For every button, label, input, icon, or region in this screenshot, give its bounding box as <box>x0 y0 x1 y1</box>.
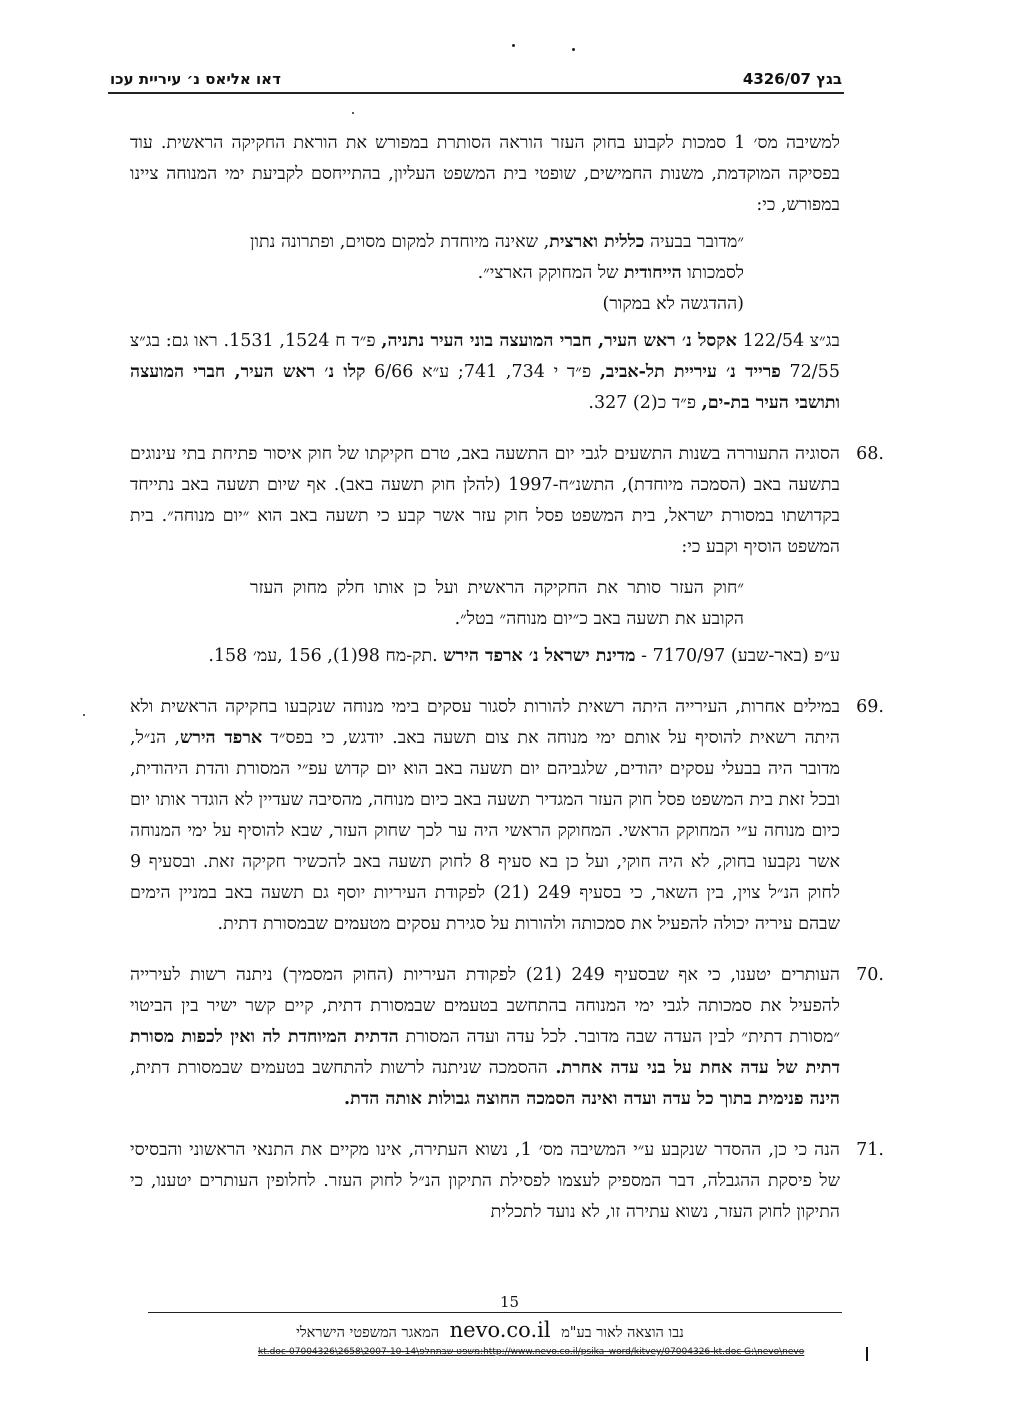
paragraph-text: הסוגיה התעוררה בשנות התשעים לגבי יום התשעה באב, טרם חקיקתו של חוק איסור פתיחת בתי עינוגים בתשעה באב (הסמכה מיוחדת), התשנ״ח-1997 (להלן חוק תשעה באב). אף שיום תשעה באב נתייחד בקדושתו במסורת ישראל, בית המשפט פסל חוק עזר אשר קבע כי תשעה באב הוא ״יום מנוחה״. בית המשפט הוסיף וקבע כי: <box>130 444 840 557</box>
case-number: בגץ 4326/07 <box>742 70 842 88</box>
citation1-case-name-2: פרייד נ׳ עיריית תל-אביב, <box>599 362 781 382</box>
quote-block-2 <box>250 573 744 635</box>
quote1-text-c: של המחוקק הארצי״. <box>477 263 624 283</box>
paragraph-70 <box>130 960 884 1115</box>
paragraph70-bold-a: הדתית המיוחדת לה ואין לכפות מסורת דתית של עדה אחת על בני עדה אחרת. <box>130 1027 840 1078</box>
quote-block-1 <box>250 227 744 320</box>
citation2-case-name: מדינת ישראל נ׳ ארפד הירש <box>443 646 636 666</box>
citation-block-1 <box>130 326 840 419</box>
quote1-text-b: , שאינה מיוחדת למקום מסוים, ופתרונה נתון לסמכותו <box>250 232 744 283</box>
citation1-post: פ״ד ח 1524, 1531. <box>223 331 382 351</box>
paragraph-text <box>130 692 840 940</box>
paragraph-71 <box>130 1135 884 1228</box>
scan-speck <box>83 714 85 716</box>
citation2-post: .תק-מח 98(1), 156 ,עמ׳ 158. <box>208 646 444 666</box>
paragraph-number: 70. <box>856 965 884 985</box>
nevo-site-link[interactable]: nevo.co.il <box>449 1318 551 1342</box>
emphasis-note: (ההדגשה לא במקור) <box>602 294 744 314</box>
scan-speck <box>352 112 354 114</box>
paragraph70-bold-b: הינה פנימית בתוך כל עדה ועדה ואינה הסמכה החוצה גבולות אותה הדת. <box>344 1089 840 1109</box>
quote1-bold-a: כללית וארצית <box>549 232 645 252</box>
quote2-text: ״חוק העזר סותר את החקיקה הראשית ועל כן אותו חלק מחוק העזר הקובע את תשעה באב כ״יום מנוחה״ בטל״. <box>250 578 744 629</box>
paragraph-text <box>130 960 840 1115</box>
archive-name: המאגר המשפטי הישראלי <box>296 1325 440 1341</box>
margin-mark <box>866 1347 868 1361</box>
citation1-mid: פ״ד י 734, 741; ע״א 6/66 <box>365 362 600 382</box>
paragraph69-text-b: , הנ״ל, מדובר היה בבעלי עסקים יהודים, שלגביהם יום תשעה באב הוא יום קדוש עפ״י המסורת והדת היהודית, ובכל זאת בית המשפט פסל חוק העזר המגדיר תשעה באב כיום מנוחה, מהסיבה שעדיין לא הוגדר אותו יום כיום מנוחה ע״י המחוקק הראשי. המחוקק הראשי היה ער לכך שחוק העזר, שבא להוסיף על ימי המנוחה אשר נקבעו בחוק, לא היה חוקי, ועל כן בא סעיף 8 לחוק תשעה באב להכשיר חקיקה זאת. ובסעיף 9 לחוק הנ״ל צוין, בין השאר, כי בסעיף 249 (21) לפקודת העיריות יוסף גם תשעה באב במניין הימים שבהם עיריה יכולה להפעיל את סמכותה ולהורות על סגירת עסקים מטעמים שבמסורת דתית. <box>130 728 840 934</box>
citation1-case-name: אקסל נ׳ ראש העיר, חברי המועצה בוני העיר נתניה, <box>381 331 737 351</box>
paragraph70-text-b: ההסמכה שניתנה לרשות להתחשב בטעמים שבמסורת דתית, <box>130 1058 556 1078</box>
citation2-pre: ע״פ (באר-שבע) 7170/97 - <box>635 646 840 666</box>
citation1-see-also: ראו גם: בג״צ 72/55 <box>130 331 840 382</box>
paragraph-69 <box>130 692 884 940</box>
footer-publisher <box>260 1318 720 1342</box>
scan-speck <box>512 44 515 47</box>
citation1-pre: בג״צ 122/54 <box>736 331 840 351</box>
page-number: 15 <box>499 1293 520 1311</box>
citation-block-2 <box>130 641 840 672</box>
citation1-end: פ״ד כ(2) 327. <box>588 393 702 413</box>
paragraph69-text-a: במילים אחרות, העירייה היתה רשאית להורות לסגור עסקים בימי מנוחה שנקבעו בחקיקה הראשית ולא היתה רשאית להוסיף על אותם ימי מנוחה את צום תשעה באב. יודגש, כי בפס״ד <box>130 697 841 748</box>
paragraph-68 <box>130 439 884 563</box>
page-header <box>108 66 844 94</box>
paragraph70-text-a: העותרים יטענו, כי אף שבסעיף 249 (21) לפקודת העיריות (החוק המסמיך) ניתנה רשות לעירייה להפעיל את סמכותה לגבי ימי המנוחה בהתחשב בטעמים שבמסורת דתית, קיים קשר ישיר בין הביטוי ״מסורת דתית״ לבין העדה שבה מדובר. לכל עדה ועדה המסורת <box>130 965 841 1047</box>
footer-divider <box>148 1312 842 1313</box>
document-body <box>130 128 884 1228</box>
file-path-footer: kt.doc-07004326\2658\2007-10-14\משפט שבתחלפ:http://www.nevo.co.il/psika_word/kitvey/07004326-kt.doc G:\nevo\nevo <box>258 1347 805 1357</box>
quote1-bold-b: הייחודית <box>623 263 682 283</box>
quote1-text-a: ״מדובר בבעיה <box>644 232 744 252</box>
citation1-case-name-3: קלו נ׳ ראש העיר, חברי המועצה ותושבי העיר בת-ים, <box>130 362 840 413</box>
case-title: דאו אליאס נ׳ עיריית עכו <box>110 70 281 88</box>
scan-speck <box>572 48 575 51</box>
intro-paragraph: למשיבה מס׳ 1 סמכות לקבוע בחוק העזר הוראה הסותרת במפורש את הוראת החקיקה הראשית. עוד בפסיקה המוקדמת, משנות החמישים, שופטי בית המשפט העליון, בהתייחסם לקביעת ימי המנוחה ציינו במפורש, כי: <box>130 133 840 215</box>
paragraph69-bold: ארפד הירש <box>179 728 263 748</box>
publisher-name: נבו הוצאה לאור בע"מ <box>561 1325 684 1341</box>
paragraph-number: 71. <box>856 1140 884 1160</box>
paragraph-text: הנה כי כן, ההסדר שנקבע ע״י המשיבה מס׳ 1, נשוא העתירה, אינו מקיים את התנאי הראשוני והבסיסי של פיסקת ההגבלה, דבר המספיק לעצמו לפסילת התיקון הנ״ל לחוק העזר. לחלופין העותרים יטענו, כי התיקון לחוק העזר, נשוא עתירה זו, לא נועד לתכלית <box>130 1140 840 1222</box>
paragraph-number: 68. <box>856 444 884 464</box>
paragraph-number: 69. <box>856 697 884 717</box>
